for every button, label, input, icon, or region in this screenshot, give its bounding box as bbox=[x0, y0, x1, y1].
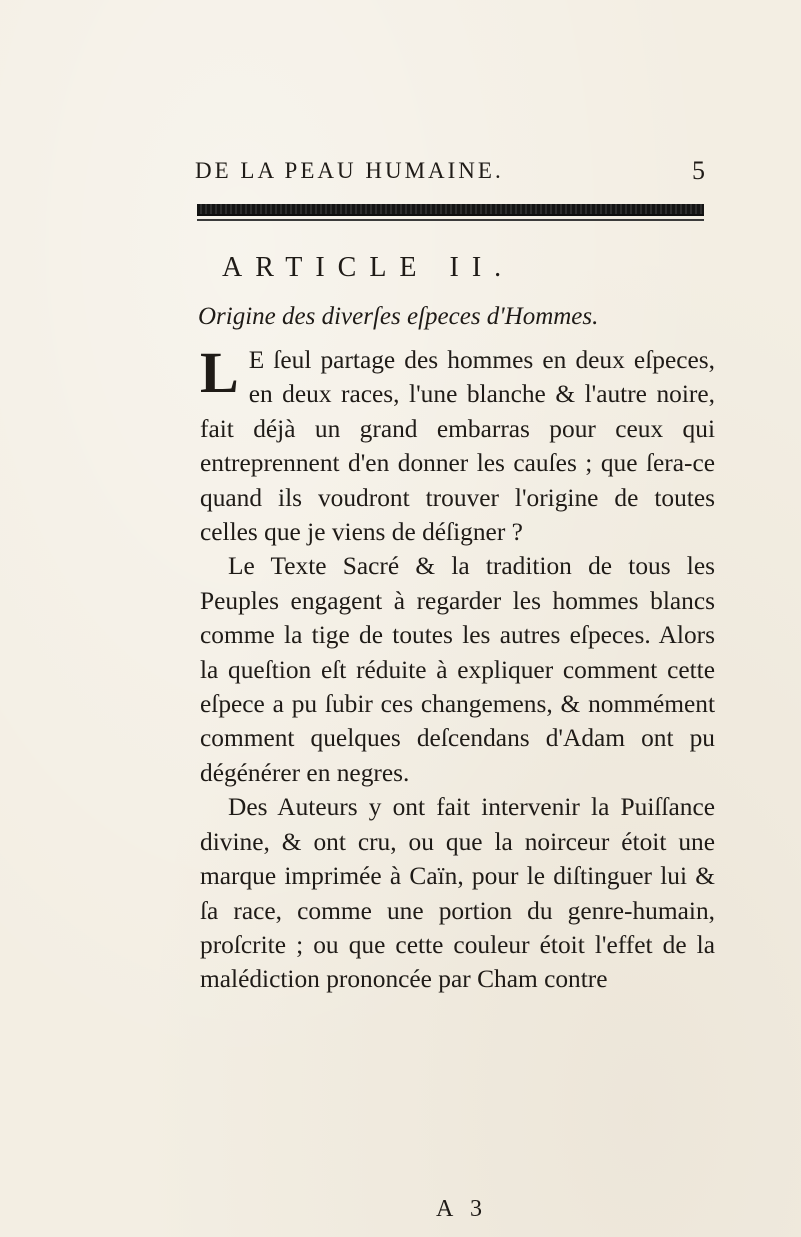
running-head-title: DE LA PEAU HUMAINE. bbox=[195, 158, 504, 183]
article-subtitle: Origine des diverſes eſpeces d'Hommes. bbox=[198, 303, 599, 330]
body-text bbox=[200, 340, 715, 997]
page-number: 5 bbox=[692, 156, 705, 185]
drop-cap: L bbox=[200, 340, 239, 405]
paragraph-3: Des Auteurs y ont fait intervenir la Puiſſance divine, & ont cru, ou que la noirceur étoit une marque imprimée à Caïn, pour le diſtinguer lui & ſa race, comme une portion du genre-humain, proſcrite ; ou que cette couleur étoit l'effet de la malédiction prononcée par Cham contre bbox=[200, 793, 715, 994]
article-heading: ARTICLE II. bbox=[222, 252, 515, 283]
paragraph-1 bbox=[200, 340, 715, 549]
signature-mark: A 3 bbox=[436, 1196, 489, 1222]
rule-divider bbox=[197, 219, 704, 221]
paragraph-1-text: E ſeul partage des hommes en deux eſpeces, en deux races, l'une blanche & l'autre noire, fait déjà un grand embarras pour ceux qui entreprennent d'en donner les cauſes ; que ſera-ce quand ils voudront trouver l'origine de toutes celles que je viens de déſigner ? bbox=[200, 346, 715, 547]
paragraph-2: Le Texte Sacré & la tradition de tous les Peuples engagent à regarder les hommes blancs comme la tige de toutes les autres eſpeces. Alors la queſtion eſt réduite à expliquer comment cette eſpece a pu ſubir ces changemens, & nommément comment quelques deſcendans d'Adam ont pu dégénérer en negres. bbox=[200, 552, 715, 787]
ornamental-rule bbox=[197, 204, 704, 216]
running-head bbox=[195, 158, 705, 194]
